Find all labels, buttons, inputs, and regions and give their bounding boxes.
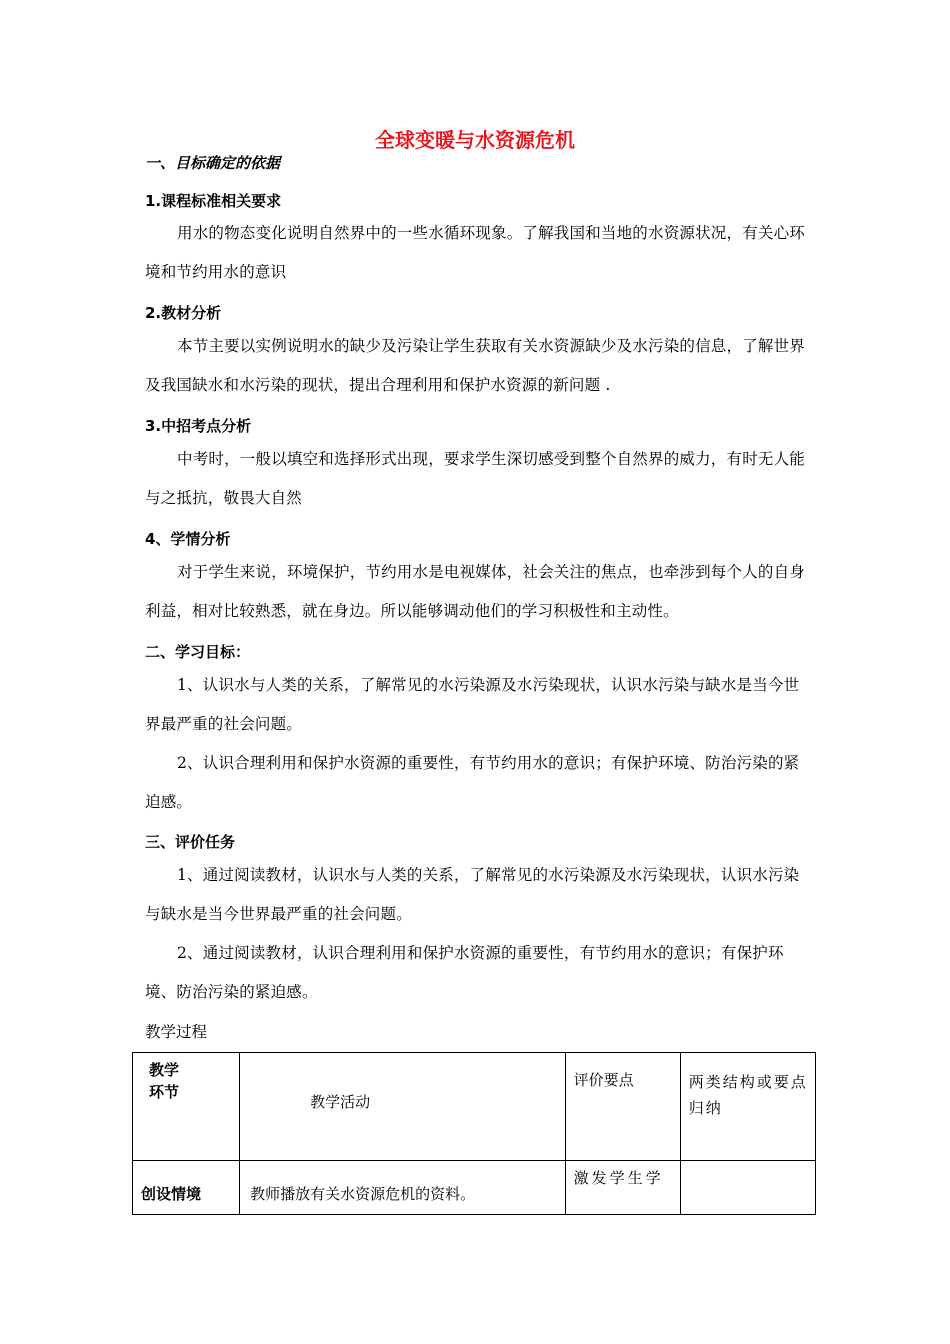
learning-goal-2: 2、认识合理利用和保护水资源的重要性，有节约用水的意识；有保护环境、防治污染的紧迫感。 (145, 754, 800, 811)
header-stage-line2: 环节 (149, 1083, 180, 1101)
table-header-row (133, 1053, 816, 1161)
subsection-1-text: 用水的物态变化说明自然界中的一些水循环现象。了解我国和当地的水资源状况，有关心环境和节约用水的意识 (145, 224, 806, 281)
section-1-heading: 一、目标确定的依据 (145, 154, 281, 172)
subsection-4-heading: 4、学情分析 (145, 530, 231, 548)
subsection-2-text: 本节主要以实例说明水的缺少及污染让学生获取有关水资源缺少及水污染的信息，了解世界及我国缺水和水污染的现状，提出合理利用和保护水资源的新问题 . (145, 337, 806, 394)
process-label: 教学过程 (145, 1023, 208, 1041)
header-stage-cell (133, 1053, 240, 1161)
section-2-heading: 二、学习目标： (145, 643, 251, 661)
section-3-heading: 三、评价任务 (145, 833, 236, 851)
document-title: 全球变暖与水资源危机 (375, 128, 575, 152)
subsection-3-text: 中考时，一般以填空和选择形式出现，要求学生深切感受到整个自然界的威力，有时无人能与之抵抗，敬畏大自然 (145, 450, 806, 507)
subsection-2-heading: 2.教材分析 (145, 304, 222, 322)
teaching-process-table (132, 1052, 816, 1215)
row-stage: 创设情境 (141, 1185, 202, 1203)
table-row (133, 1161, 816, 1215)
subsection-1-heading: 1.课程标准相关要求 (145, 192, 282, 210)
header-activity: 教学活动 (310, 1093, 371, 1111)
header-activity-cell (240, 1053, 565, 1161)
header-summary-cell (680, 1053, 815, 1161)
header-evaluation-cell (565, 1053, 680, 1161)
header-summary: 两类结构或要点归纳 (688, 1073, 808, 1117)
subsection-4-text: 对于学生来说，环境保护，节约用水是电视媒体，社会关注的焦点，也牵涉到每个人的自身利益，相对比较熟悉，就在身边。所以能够调动他们的学习积极性和主动性。 (145, 563, 806, 620)
subsection-3-heading: 3.中招考点分析 (145, 417, 252, 435)
row-evaluation-cell (565, 1161, 680, 1215)
row-evaluation: 激发学生学 (573, 1169, 664, 1187)
row-stage-cell (133, 1161, 240, 1215)
row-activity-cell (240, 1161, 565, 1215)
header-stage-line1: 教学 (149, 1061, 180, 1079)
evaluation-task-1: 1、通过阅读教材，认识水与人类的关系，了解常见的水污染源及水污染现状，认识水污染与缺水是当今世界最严重的社会问题。 (145, 866, 800, 923)
learning-goal-1: 1、认识水与人类的关系，了解常见的水污染源及水污染现状，认识水污染与缺水是当今世界最严重的社会问题。 (145, 676, 800, 733)
row-summary-cell (680, 1161, 815, 1215)
evaluation-task-2: 2、通过阅读教材，认识合理利用和保护水资源的重要性，有节约用水的意识；有保护环境、防治污染的紧迫感。 (145, 944, 784, 1001)
row-activity: 教师播放有关水资源危机的资料。 (250, 1185, 476, 1203)
header-evaluation: 评价要点 (573, 1071, 634, 1089)
